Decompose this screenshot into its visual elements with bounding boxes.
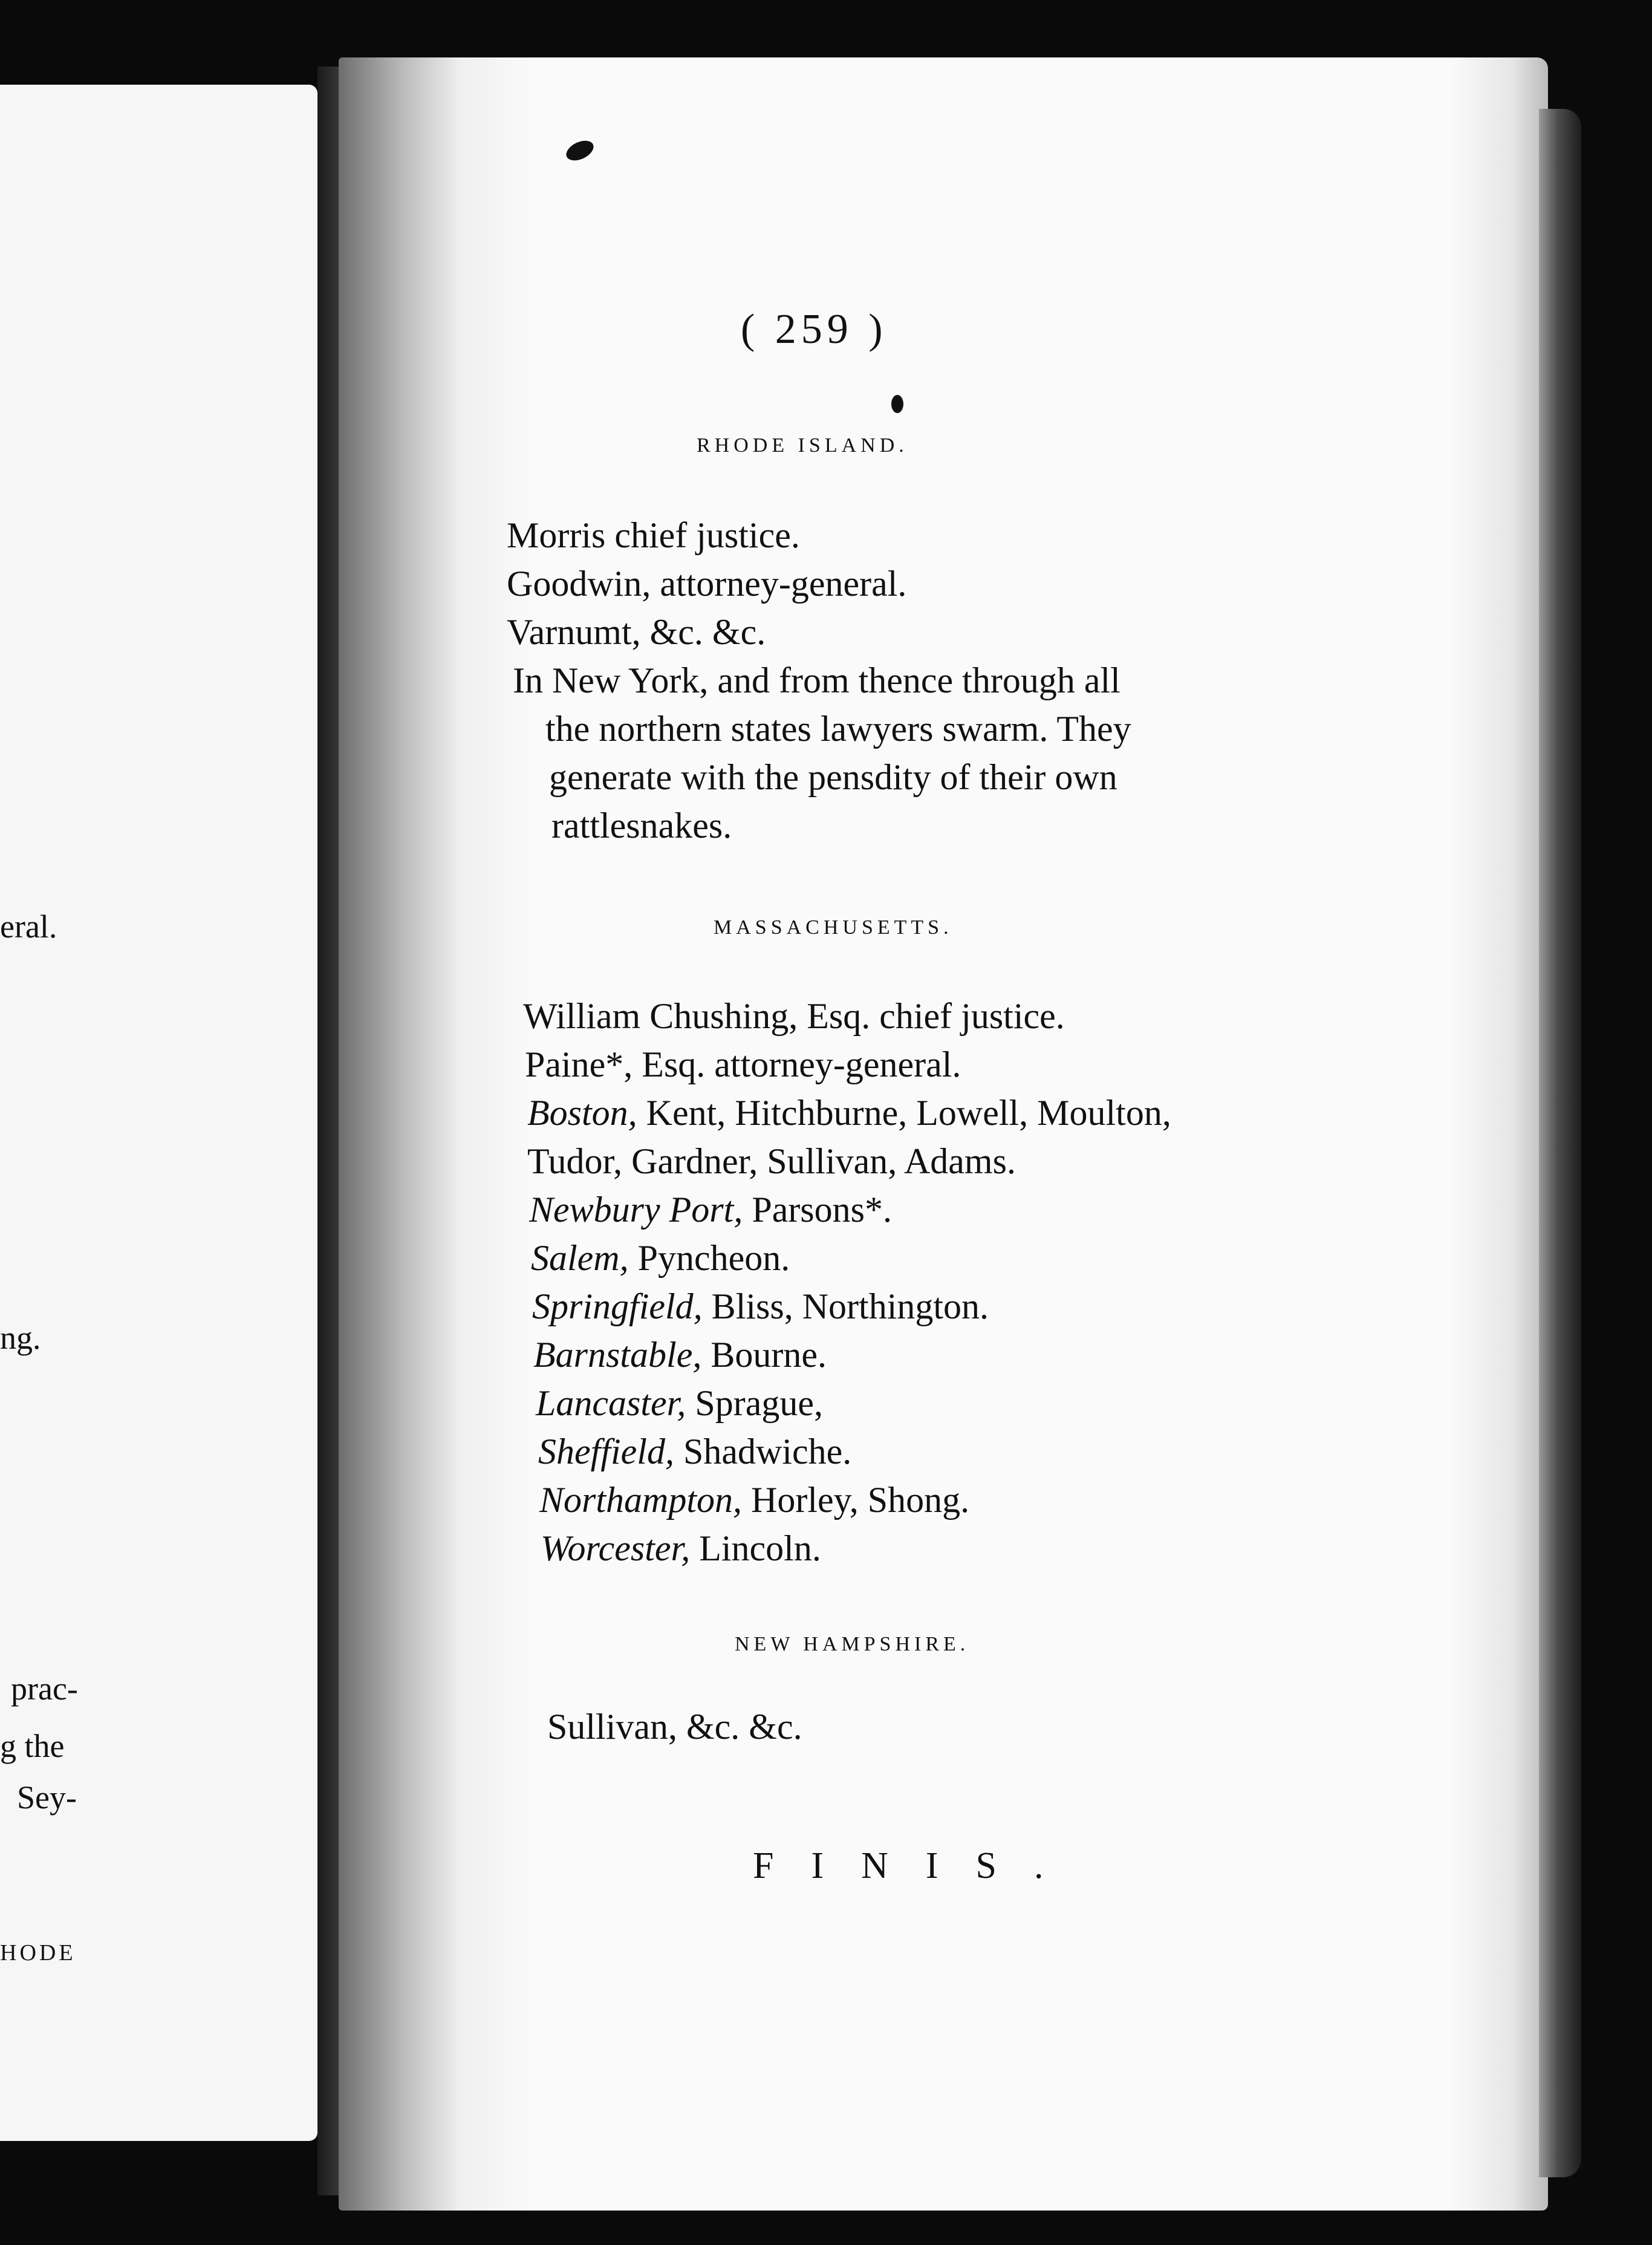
place-name: Boston, <box>527 1093 637 1133</box>
text-line: rattlesnakes. <box>551 806 732 846</box>
place-name: Sheffield, <box>538 1432 674 1471</box>
text-line: Varnumt, &c. &c. <box>507 612 766 652</box>
text-line <box>536 1385 823 1421</box>
text-line: William Chushing, Esq. chief justice. <box>523 996 1065 1036</box>
text-line: Paine*, Esq. attorney-general. <box>525 1044 961 1084</box>
place-name: Salem, <box>531 1238 629 1278</box>
left-fragment: g the <box>0 1728 65 1764</box>
place-name: Lancaster, <box>536 1383 686 1423</box>
names: Lincoln. <box>690 1528 821 1568</box>
text-line <box>539 1482 969 1518</box>
names: Kent, Hitchburne, Lowell, Moulton, <box>637 1093 1171 1133</box>
left-fragment: ng. <box>0 1320 41 1356</box>
right-page <box>339 57 1548 2211</box>
names: Bourne. <box>701 1335 827 1375</box>
section-heading-massachusetts: MASSACHUSETTS. <box>714 916 953 939</box>
names: Pyncheon. <box>628 1238 790 1278</box>
left-fragment: prac- <box>11 1670 78 1707</box>
place-name: Northampton, <box>539 1480 743 1520</box>
place-name: Springfield, <box>532 1286 703 1326</box>
text-line: Morris chief justice. <box>507 515 800 555</box>
text-line <box>532 1288 989 1325</box>
text-line <box>533 1337 827 1373</box>
place-name: Worcester, <box>541 1528 691 1568</box>
left-page <box>0 85 317 2141</box>
place-name: Newbury Port, <box>529 1190 743 1230</box>
text-line <box>527 1095 1171 1131</box>
left-fragment: eral. <box>0 908 57 945</box>
page-edge <box>1539 109 1581 2177</box>
text-line <box>538 1433 851 1470</box>
section-heading-rhode-island: RHODE ISLAND. <box>697 434 908 457</box>
section-heading-new-hampshire: NEW HAMPSHIRE. <box>735 1633 970 1655</box>
text-line <box>531 1240 790 1276</box>
names: Bliss, Northington. <box>702 1286 989 1326</box>
text-line: Goodwin, attorney-general. <box>507 564 907 604</box>
finis: FINIS. <box>753 1845 1081 1886</box>
text-line <box>529 1191 892 1228</box>
text-line <box>541 1530 821 1566</box>
names: Horley, Shong. <box>742 1480 970 1520</box>
text-line: Sullivan, &c. &c. <box>547 1707 802 1747</box>
ink-speck <box>891 395 903 413</box>
text-line: the northern states lawyers swarm. They <box>545 709 1131 749</box>
names: Parsons*. <box>743 1190 893 1230</box>
text-line: generate with the pensdity of their own <box>549 757 1117 797</box>
names: Shadwiche. <box>674 1432 852 1471</box>
page-number: ( 259 ) <box>741 306 888 353</box>
names: Sprague, <box>686 1383 823 1423</box>
place-name: Barnstable, <box>533 1335 702 1375</box>
text-line: Tudor, Gardner, Sullivan, Adams. <box>527 1141 1016 1181</box>
text-line: In New York, and from thence through all <box>513 660 1120 700</box>
left-fragment: Sey- <box>17 1779 77 1816</box>
left-fragment: HODE <box>0 1940 76 1966</box>
